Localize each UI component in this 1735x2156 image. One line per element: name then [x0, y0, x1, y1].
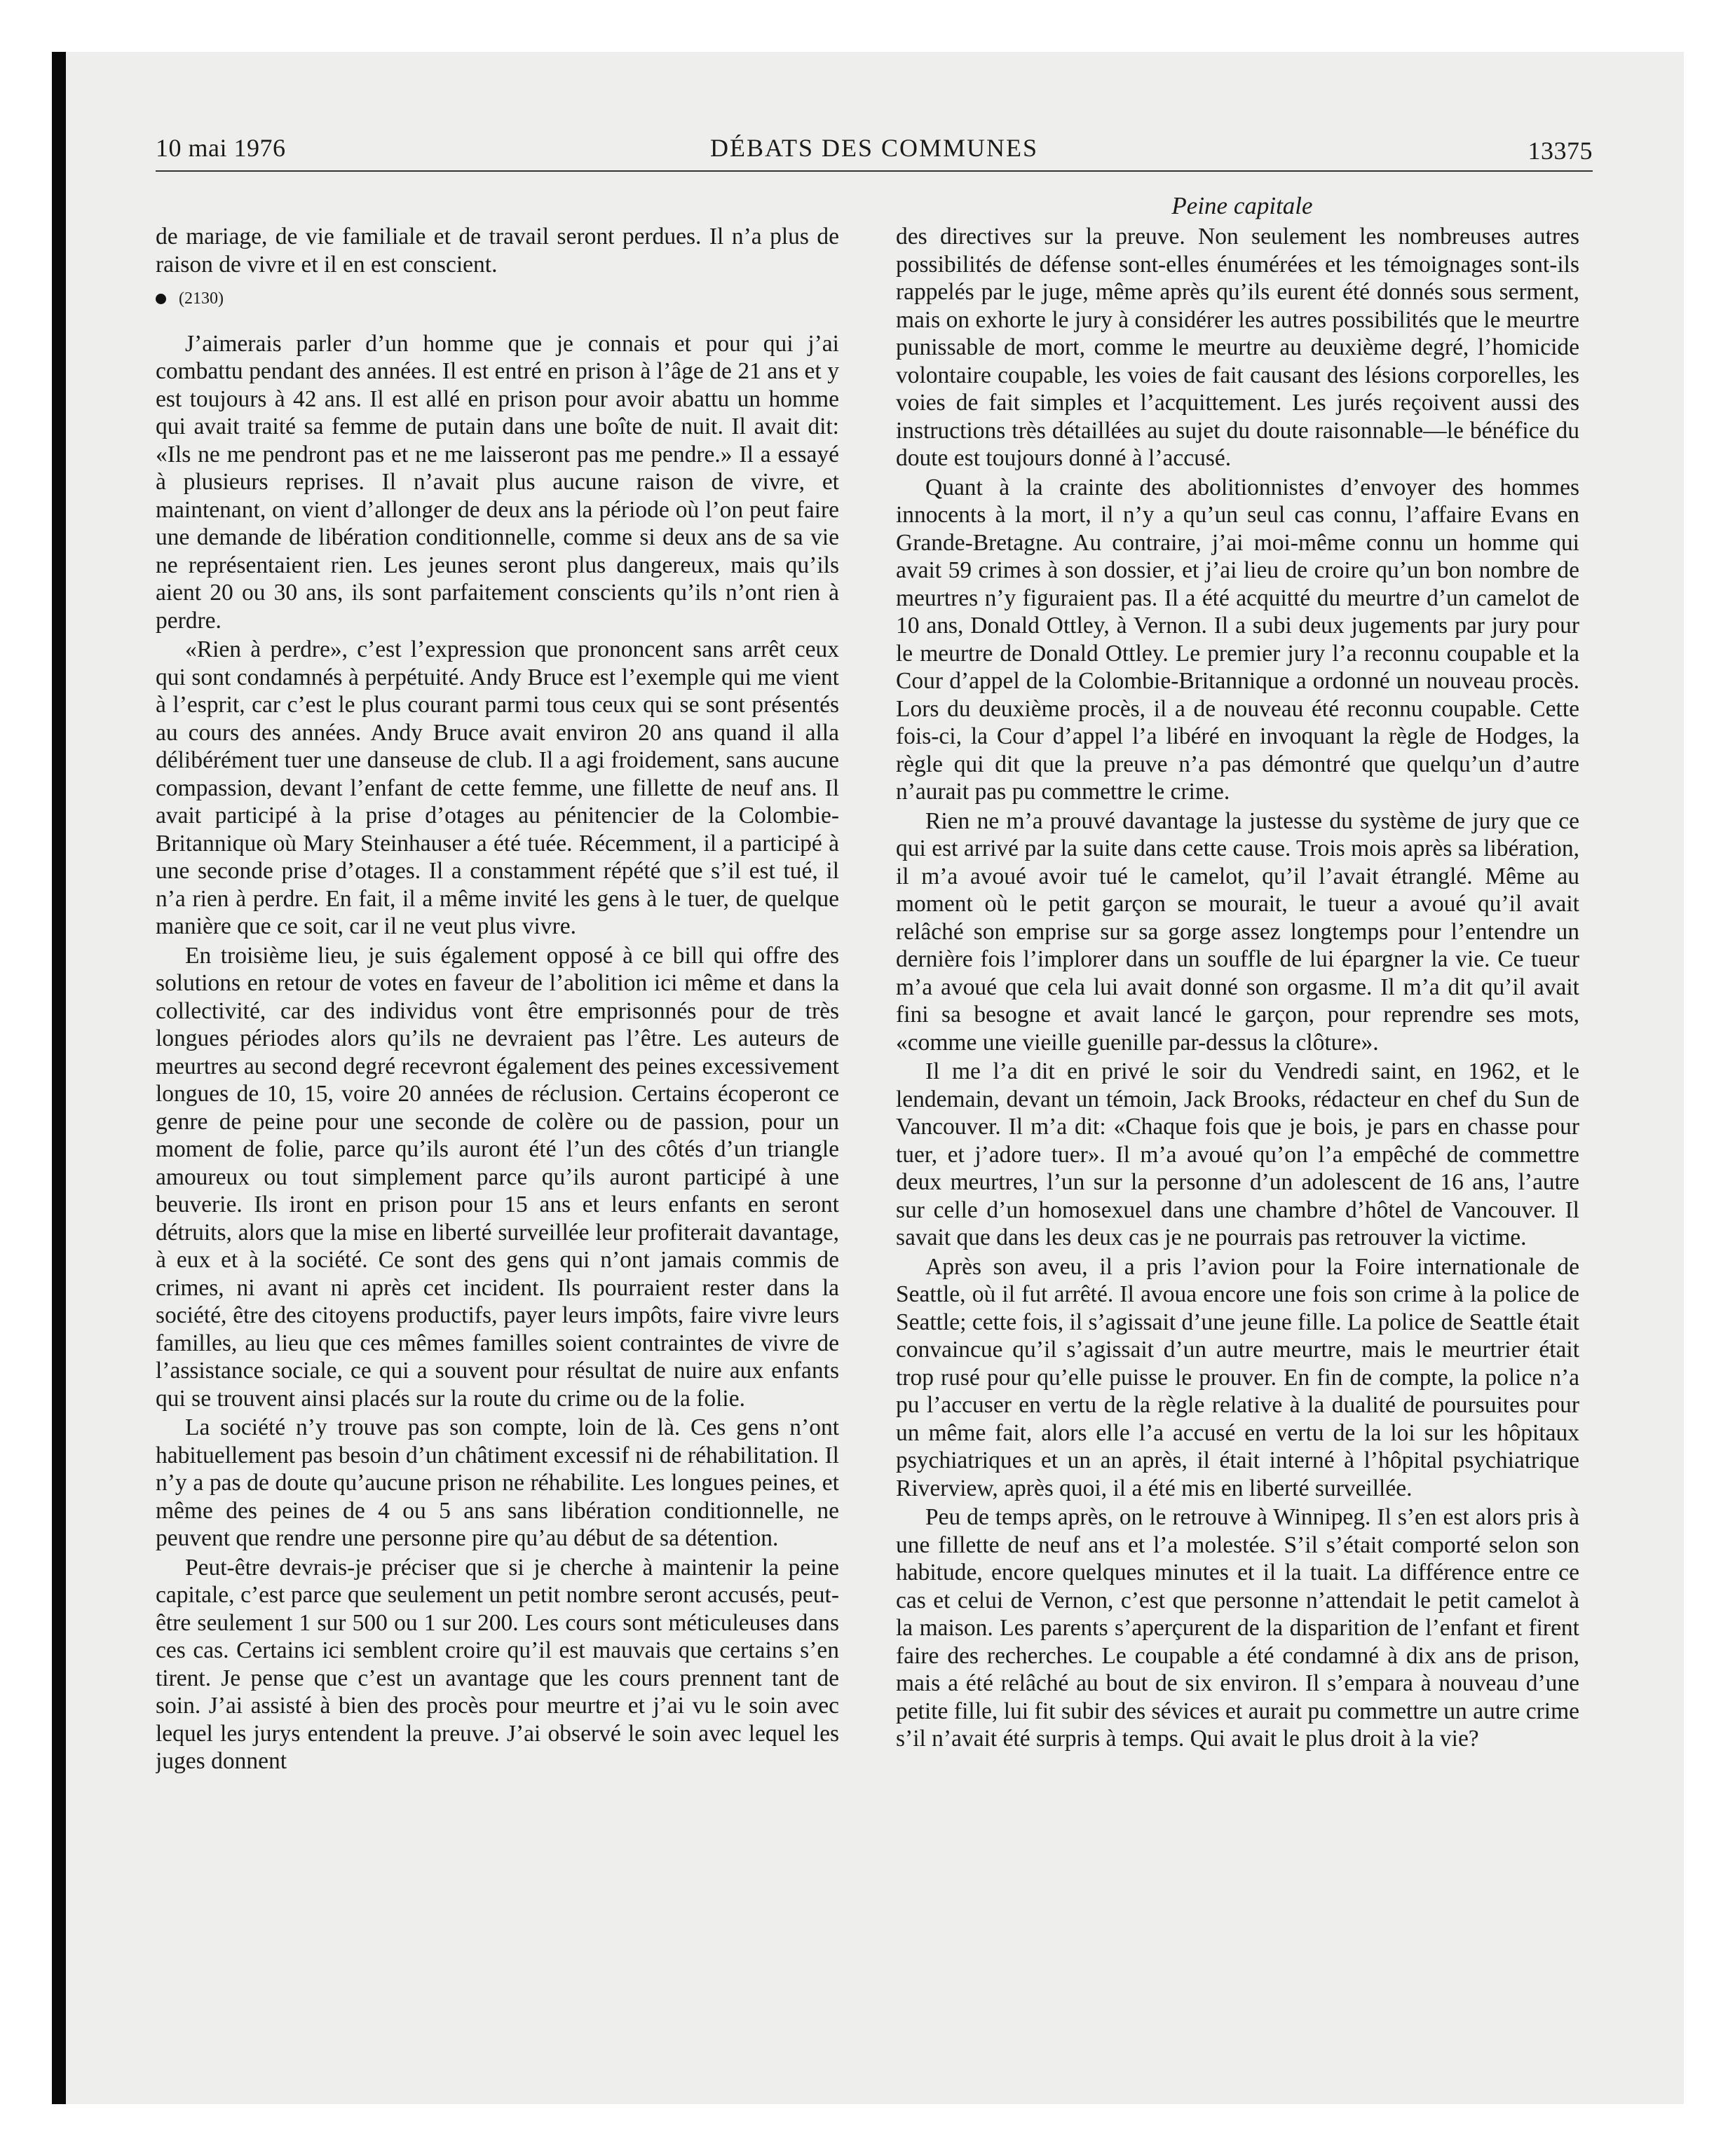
paragraph: Quant à la crainte des abolitionnistes d’envoyer des hommes innocents à la mort, il n’y a qu’un seul cas connu, l’affaire Evans en Grande-Bretagne. Au contraire, j’ai moi-même connu un homme qui avait 59 crimes à son dossier, et j’ai lieu de croire qu’un bon nombre de meurtres n’y figuraient pas. Il a été acquitté du meurtre d’un camelot de 10 ans, Donald Ottley, à Vernon. Il a subi deux jugements par jury pour le meurtre de Donald Ottley. Le premier jury l’a reconnu coupable et la Cour d’appel de la Colombie-Britannique a ordonné un nouveau procès. Lors du deuxième procès, il a de nouveau été reconnu coupable. Cette fois-ci, la Cour d’appel l’a libéré en invoquant la règle de Hodges, la règle qui dit que la preuve n’a pas démontré que quelqu’un d’autre n’aurait pas pu commettre le crime. [896, 474, 1579, 805]
time-marker [156, 285, 839, 313]
bullet-icon [156, 294, 166, 304]
binding-edge [52, 52, 66, 2104]
page-header [156, 133, 1593, 170]
paragraph: J’aimerais parler d’un homme que je connais et pour qui j’ai combattu pendant des années. Il est entré en prison à l’âge de 21 ans et y est toujours à 42 ans. Il est allé en prison pour avoir abattu un homme qui avait traité sa femme de putain dans une boîte de nuit. Il avait dit: «Ils ne me pendront pas et ne me laisseront pas me pendre.» Il a essayé à plusieurs reprises. Il n’avait plus aucune raison de vivre, et maintenant, on vient d’allonger de deux ans la période où l’on peut faire une demande de libération conditionnelle, comme si deux ans de sa vie ne représentaient rien. Les jeunes seront plus dangereux, mais qu’ils aient 20 ou 30 ans, ils sont parfaitement conscients qu’ils n’ont rien à perdre. [156, 330, 839, 634]
left-column [156, 223, 839, 2066]
header-page-number: 13375 [1528, 137, 1593, 165]
paragraph: Après son aveu, il a pris l’avion pour la Foire internationale de Seattle, où il fut arrêté. Il avoua encore une fois son crime à la police de Seattle; cette fois, il s’agissait d’une jeune fille. La police de Seattle était convaincue qu’il s’agissait d’un autre meurtre, mais le meurtrier était trop rusé pour qu’elle puisse le prouver. En fin de compte, la police n’a pu l’accuser en vertu de la règle relative à la dualité de poursuites pour un même fait, alors elle l’a accusé en vertu de la loi sur les hôpitaux psychiatriques et un an après, il était interné à l’hôpital psychiatrique Riverview, après quoi, il a été mis en liberté surveillée. [896, 1253, 1579, 1501]
paragraph: «Rien à perdre», c’est l’expression que prononcent sans arrêt ceux qui sont condamnés à perpétuité. Andy Bruce est l’exemple qui me vient à l’esprit, car c’est le plus courant parmi tous ceux qui se sont présentés au cours des années. Andy Bruce avait environ 20 ans quand il alla délibérément tuer une danseuse de club. Il a agi froidement, sans aucune compassion, devant l’enfant de cette femme, une fillette de neuf ans. Il avait participé à la prise d’otages au pénitencier de la Colombie-Britannique où Mary Steinhauser a été tuée. Récemment, il a participé à une seconde prise d’otages. Il a constamment répété que s’il est tué, il n’a rien à perdre. En fait, il a même invité les gens à le tuer, de quelque manière que ce soit, car il ne veut plus vivre. [156, 636, 839, 939]
left-continuation: de mariage, de vie familiale et de travail seront perdues. Il n’a plus de raison de vivre et il en est conscient. [156, 224, 839, 278]
header-journal-title: DÉBATS DES COMMUNES [709, 134, 1039, 162]
paragraph: Il me l’a dit en privé le soir du Vendredi saint, en 1962, et le lendemain, devant un témoin, Jack Brooks, rédacteur en chef du Sun de Vancouver. Il m’a dit: «Chaque fois que je bois, je pars en chasse pour tuer, et j’adore tuer». Il m’a avoué qu’on l’a empêché de commettre deux meurtres, l’un sur la personne d’un adolescent de 16 ans, l’autre sur celle d’un homosexuel dans une chambre d’hôtel de Vancouver. Il savait que dans les deux cas je ne pourrais pas retrouver la victime. [896, 1058, 1579, 1250]
paragraph: Peut-être devrais-je préciser que si je cherche à maintenir la peine capitale, c’est parce que seulement un petit nombre seront accusés, peut-être seulement 1 sur 500 ou 1 sur 200. Les cours sont méticuleuses dans ces cas. Certains ici semblent croire qu’il est mauvais que certains s’en tirent. Je pense que c’est un avantage que les cours prennent tant de soin. J’ai assisté à bien des procès pour meurtre et j’ai vu le soin avec lequel les jurys entendent la preuve. J’ai observé le soin avec lequel les juges donnent [156, 1554, 839, 1774]
paragraph: En troisième lieu, je suis également opposé à ce bill qui offre des solutions en retour de votes en faveur de l’abolition ici même et dans la collectivité, car des individus vont être emprisonnés pour de très longues périodes alors qu’ils ne devraient pas l’être. Les auteurs de meurtres au second degré recevront également des peines excessivement longues de 10, 15, voire 20 années de réclusion. Certains écoperont ce genre de peine pour une seconde de colère ou de passion, pour un moment de folie, parce qu’ils auront été l’un des côtés d’un triangle amoureux ou tout simplement parce qu’ils auront participé à une beuverie. Ils iront en prison pour 15 ans et leurs enfants en seront détruits, alors que la mise en liberté surveillée leur profiterait davantage, à eux et à la société. Ce sont des gens qui n’ont jamais commis de crimes, ni avant ni après cet incident. Ils pourraient rester dans la société, être des citoyens productifs, payer leurs impôts, faire vivre leurs familles, au lieu que ces mêmes familles soient contraintes de vivre de l’assistance sociale, ce qui a souvent pour résultat de nuire aux enfants qui se trouvent ainsi placés sur la route du crime ou de la folie. [156, 942, 839, 1412]
right-continuation: des directives sur la preuve. Non seulement les nombreuses autres possibilités de défense sont-elles énumérées et les témoignages sont-ils rappelés par le juge, même après qu’ils eurent été donnés sous serment, mais on exhorte le jury à considérer les autres possibilités que le meurtre punissable de mort, comme le meurtre au deuxième degré, l’homicide volontaire coupable, les voies de fait causant des lésions corporelles, les voies de fait simples et l’acquittement. Les jurés reçoivent aussi des instructions très détaillées au sujet du doute raisonnable—le bénéfice du doute est toujours donné à l’accusé. [896, 224, 1579, 471]
right-column [896, 223, 1579, 2066]
header-date: 10 mai 1976 [156, 134, 286, 162]
paragraph: La société n’y trouve pas son compte, loin de là. Ces gens n’ont habituellement pas besoin d’un châtiment excessif ni de réhabilitation. Il n’y a pas de doute qu’aucune prison ne réhabilite. Les longues peines, et même des peines de 4 ou 5 ans sans libération conditionnelle, ne peuvent que rendre une personne pire qu’au début de sa détention. [156, 1414, 839, 1551]
section-title: Peine capitale [1171, 192, 1313, 219]
header-rule [156, 170, 1593, 172]
paragraph: Peu de temps après, on le retrouve à Winnipeg. Il s’en est alors pris à une fillette de neuf ans et l’a molestée. S’il s’était comporté selon son habitude, encore quelques minutes et il la tuait. La différence entre ce cas et celui de Vernon, c’est que personne n’attendait le petit camelot à la maison. Les parents s’aperçurent de la disparition de l’enfant et firent faire des recherches. Le coupable a été condamné à dix ans de prison, mais a été relâché au bout de six environ. Il s’empara à nouveau d’une petite fille, lui fit subir des sévices et aurait pu commettre un autre crime s’il n’avait été surpris à temps. Qui avait le plus droit à la vie? [896, 1504, 1579, 1752]
time-marker-text: (2130) [179, 289, 224, 308]
paragraph: Rien ne m’a prouvé davantage la justesse du système de jury que ce qui est arrivé par la suite dans cette cause. Trois mois après sa libération, il m’a avoué avoir tué le camelot, qu’il l’avait étranglé. Même au moment où le petit garçon se mourait, le tueur a avoué qu’il avait relâché son emprise sur sa gorge assez longtemps pour l’entendre un dernière fois l’implorer dans un souffle de lui épargner la vie. Ce tueur m’a avoué que cela lui avait donné son orgasme. Il m’a dit qu’il avait fini sa besogne et avait lancé le garçon, pour reprendre ses mots, «comme une vieille guenille par-dessus la clôture». [896, 807, 1579, 1056]
